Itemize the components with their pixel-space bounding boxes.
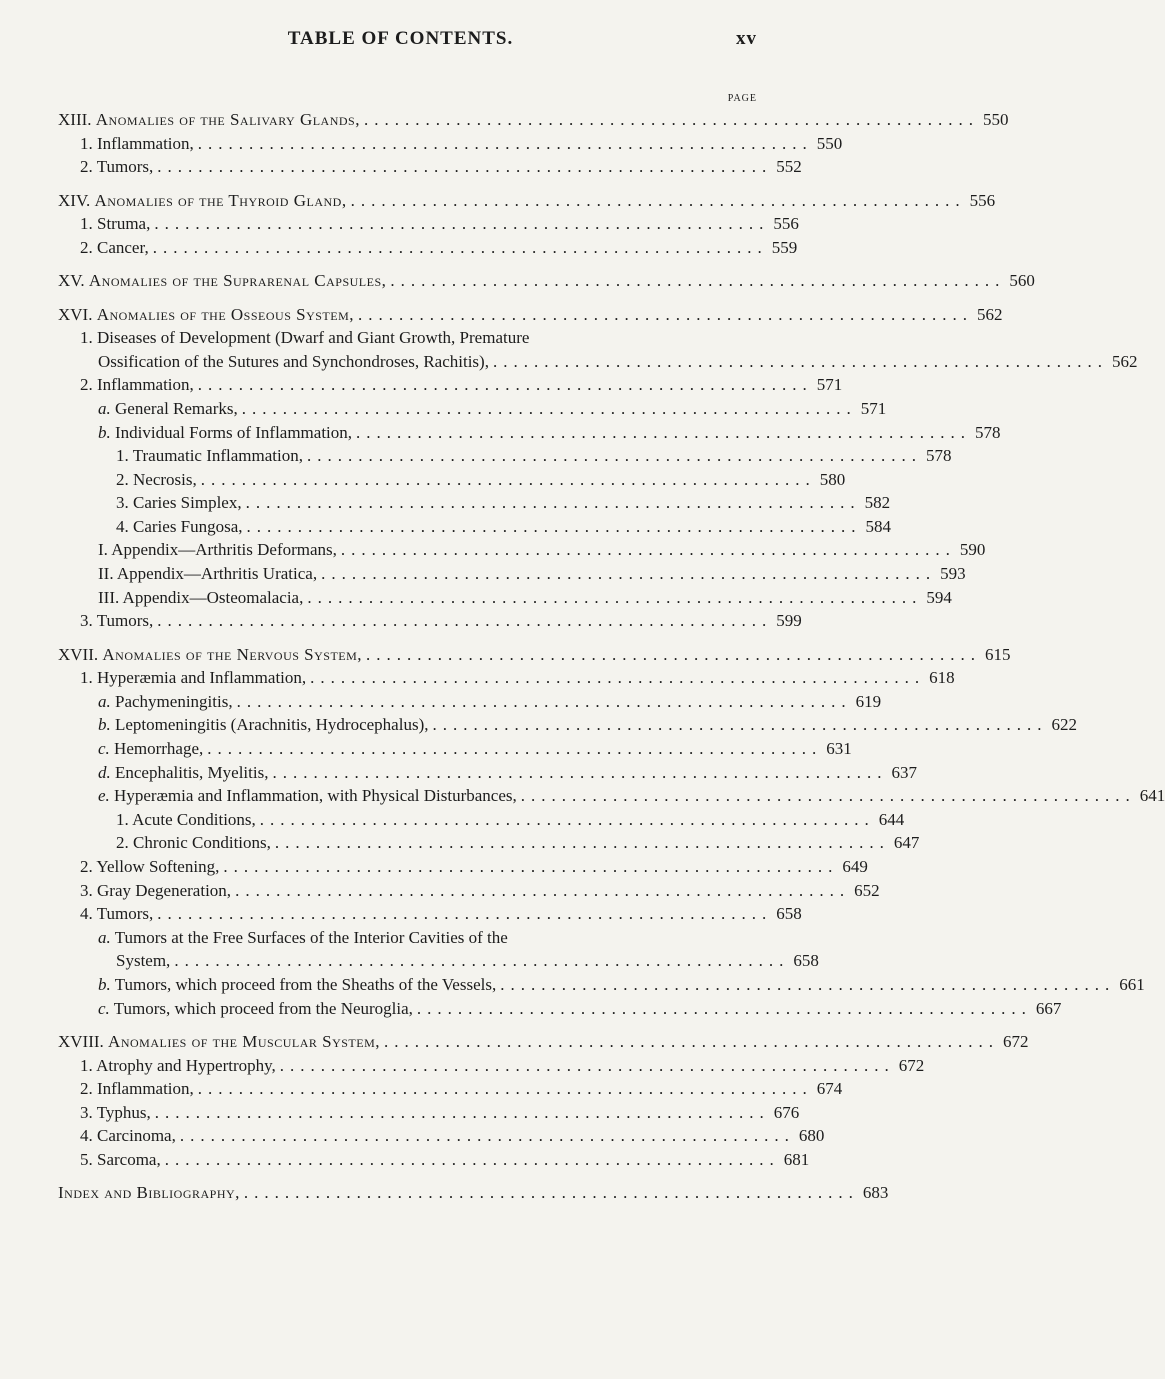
dot-leader: ............................................................ [520,786,1136,806]
toc-page-number: 661 [1119,974,1145,994]
dot-leader: ............................................................ [307,446,922,466]
toc-entry-title [116,468,197,492]
page-column-label: PAGE [727,93,757,104]
dot-leader: ............................................................ [432,715,1048,735]
toc-entry-title [58,108,360,132]
dot-leader: ............................................................ [384,1031,999,1051]
toc-entry-label: Diseases of Development (Dwarf and Giant Growth, Premature [97,328,530,348]
toc-page-number: 594 [926,587,952,607]
toc-page-number: 560 [1009,271,1035,291]
toc-entry-label: Acute Conditions, [132,809,256,829]
dot-leader: ............................................................ [174,951,790,971]
running-head [0,28,801,52]
toc-page-number: 559 [771,237,798,257]
toc-entry [58,373,843,397]
dot-leader: ............................................................ [279,1055,895,1075]
toc-page-number: 615 [985,644,1011,664]
toc-section [58,269,1035,293]
toc-entry [58,666,955,690]
dot-leader: ............................................................ [197,133,813,153]
toc-entry-label: Appendix—Osteomalacia, [122,587,304,607]
toc-page-number: 667 [1035,998,1062,1018]
toc-entry-title [98,784,517,808]
toc-entry-number: c. [98,739,110,759]
toc-page-number: 637 [891,762,917,782]
dot-leader: ............................................................ [358,304,973,324]
toc-entry-label: Encephalitis, Myelitis, [115,762,269,782]
toc-entry-title [116,808,256,832]
toc-entry-label: Anomalies of the Suprarenal Capsules, [88,271,387,291]
toc-page-number: 676 [773,1102,800,1122]
toc-entry-title [58,269,386,293]
dot-leader: ............................................................ [157,904,773,924]
toc-entry-label: Hemorrhage, [114,739,204,759]
toc-entry-number: 1. [80,668,93,688]
toc-entry-title [98,421,352,445]
toc-section [58,303,1003,327]
toc-page-number: 593 [940,564,966,584]
page-number: xv [736,28,757,49]
dot-leader: ............................................................ [492,351,1108,371]
toc-entry [58,926,743,950]
toc-entry [58,586,952,610]
toc-entry [58,1124,825,1148]
toc-entry [58,997,1062,1021]
toc-entry-title [80,1054,276,1078]
toc-entry-number: 2. [80,375,93,395]
toc-entry-number: 2. [116,833,129,853]
toc-entry-title [98,949,170,973]
dot-leader: ............................................................ [366,644,982,664]
dot-leader: ............................................................ [241,398,857,418]
dot-leader: ............................................................ [272,762,888,782]
dot-leader: ............................................................ [310,668,926,688]
dot-leader: ............................................................ [179,1126,795,1146]
dot-leader: ............................................................ [307,587,923,607]
toc-entry-title [98,538,337,562]
toc-entry [58,855,868,879]
dot-leader: ............................................................ [321,564,937,584]
toc-entry-label: Atrophy and Hypertrophy, [96,1055,276,1075]
toc-entry-title [98,397,238,421]
toc-entry-label: Tumors, which proceed from the Sheaths of the Vessels, [114,974,497,994]
toc-entry-label: Sarcoma, [97,1149,161,1169]
toc-page-number: 683 [862,1183,889,1203]
dot-leader: ............................................................ [152,237,768,257]
dot-leader: ............................................................ [274,833,890,853]
toc-entry [58,468,846,492]
toc-entry-title [80,902,153,926]
toc-entry-label: Tumors, [96,611,154,631]
toc-entry-number: 1. [80,133,93,153]
toc-page-number: 680 [798,1126,825,1146]
toc-entry [58,879,880,903]
toc-entry-title [80,1101,151,1125]
toc-entry-title [58,303,354,327]
toc-page-number: 578 [975,422,1001,442]
dot-leader: ............................................................ [500,974,1116,994]
toc-entry [58,236,798,260]
toc-page-number: 571 [860,398,887,418]
dot-leader: ............................................................ [356,422,972,442]
dot-leader: ............................................................ [164,1149,780,1169]
toc-entry-label: Anomalies of the Osseous System, [96,304,354,324]
toc-page-number: 641 [1139,786,1165,806]
toc-entry-label: Chronic Conditions, [133,833,271,853]
toc-entry-number: 4. [116,516,129,536]
toc-entry-number: 2. [80,237,93,257]
toc-entry-number: e. [98,786,110,806]
toc-entry [58,444,952,468]
dot-leader: ............................................................ [246,516,862,536]
toc-page-number: 647 [893,833,920,853]
dot-leader: ............................................................ [223,857,839,876]
toc-entry-label: Tumors, [96,904,154,924]
toc-entry [58,690,882,714]
toc-entry-title [98,973,496,997]
toc-page-number: 674 [816,1079,843,1099]
toc-entry [58,713,1077,737]
toc-entry-title [80,1077,194,1101]
toc-entry-label: Traumatic Inflammation, [132,446,303,466]
toc-entry-number: 1. [80,328,93,348]
toc-page-number: 631 [826,739,852,759]
toc-page-number: 552 [776,157,802,177]
toc-entry [58,761,917,785]
toc-entry-number: XIV. [58,190,91,210]
toc-section [58,108,1009,132]
toc-page-number: 562 [1111,351,1138,371]
toc-page-number: 571 [816,375,843,395]
toc-entry-label: Tumors, which proceed from the Neuroglia, [113,998,413,1018]
dot-leader: ............................................................ [200,469,816,489]
dot-leader: ............................................................ [235,880,851,900]
toc-entry-number: 2. [80,1079,93,1099]
toc-page-number: 556 [773,214,799,234]
toc-entry-label: Yellow Softening, [96,857,220,876]
toc-entry-label: Pachymeningitis, [115,691,233,711]
toc-page-number: 578 [926,446,952,466]
toc-page-number: 672 [898,1055,925,1075]
toc-entry-title [58,1181,240,1205]
dot-leader: ............................................................ [207,739,823,759]
toc-entry-title [80,350,489,374]
toc-entry-label: Typhus, [96,1102,151,1122]
toc-page-number: 562 [977,304,1003,324]
toc-entry [58,784,1165,808]
toc-page-number: 649 [842,857,868,876]
toc-entry [58,421,1001,445]
toc-section [58,189,996,213]
dot-leader: ............................................................ [157,611,773,631]
toc-entry-title [98,997,413,1021]
toc-entry-number: 2. [80,857,93,876]
toc-entry-number: 4. [80,904,93,924]
page-title: TABLE OF CONTENTS. [287,28,514,49]
toc-entry [58,1101,800,1125]
toc-entry [58,902,802,926]
toc-entry-label: Caries Fungosa, [133,516,243,536]
toc-entry-number: 3. [116,493,129,513]
toc-entry-title [80,879,231,903]
toc-entry-number: 2. [80,157,93,177]
dot-leader: ............................................................ [243,1183,859,1203]
toc-entry [58,831,920,855]
toc-entry-title [98,690,233,714]
toc-entry-number: 1. [116,809,129,829]
toc-entry-title [98,737,203,761]
toc-page-number: 672 [1003,1031,1029,1051]
toc-entry-number: b. [98,974,111,994]
toc-entry-number: II. [98,564,114,584]
toc-entry-number: 3. [80,611,93,631]
dot-leader: ............................................................ [154,1102,770,1122]
toc-entry-title [80,1124,176,1148]
toc-entry-label: Inflammation, [97,1079,194,1099]
toc-entry-label: Gray Degeneration, [97,880,232,900]
toc-section [58,643,1011,667]
toc-entry-title [80,236,149,260]
dot-leader: ............................................................ [416,998,1032,1018]
table-of-contents [58,108,1165,1205]
toc-page-number: 618 [929,668,955,688]
toc-page-number: 622 [1051,715,1077,735]
toc-entry-label: Anomalies of the Salivary Glands, [95,110,360,129]
toc-section [58,1030,1029,1054]
toc-entry-number: XVI. [58,304,93,324]
toc-entry-number: I. [98,540,108,560]
toc-entry-title [58,189,347,213]
toc-entry [58,350,1138,374]
toc-entry [58,949,819,973]
dot-leader: ............................................................ [157,157,773,177]
toc-entry-title [80,132,194,156]
toc-entry [58,212,799,236]
toc-entry-title [80,855,219,879]
dot-leader: ............................................................ [154,214,770,234]
toc-entry-label: Index and Bibliography, [58,1183,240,1203]
toc-entry-title [116,491,242,515]
toc-section [58,1181,889,1205]
toc-entry [58,973,1145,997]
toc-entry [58,538,986,562]
toc-entry-label: Carcinoma, [97,1126,176,1146]
toc-entry-title [58,1030,380,1054]
toc-entry-label: Leptomeningitis (Arachnitis, Hydrocephalus), [115,715,429,735]
toc-entry-label: Necrosis, [133,469,197,489]
toc-entry-number: XVIII. [58,1031,104,1051]
dot-leader: ............................................................ [259,809,875,829]
toc-entry-title [116,515,243,539]
toc-entry-number: d. [98,762,111,782]
toc-page-number: 550 [982,110,1009,129]
toc-entry-title [116,831,271,855]
toc-entry-number: c. [98,998,110,1018]
toc-entry-label: Hyperæmia and Inflammation, [97,668,307,688]
toc-entry-number: 4. [80,1126,93,1146]
toc-entry-number: XIII. [58,110,92,129]
toc-entry-title [98,761,268,785]
toc-entry-number: a. [98,691,111,711]
dot-leader: ............................................................ [363,110,979,129]
toc-page-number: 619 [855,691,882,711]
toc-page-number: 580 [819,469,846,489]
dot-leader: ............................................................ [245,493,861,513]
toc-entry-number: b. [98,715,111,735]
toc-entry-label: Anomalies of the Thyroid Gland, [94,190,347,210]
dot-leader: ............................................................ [197,1079,813,1099]
toc-page-number: 550 [816,133,843,153]
toc-entry [58,491,891,515]
dot-leader: ............................................................ [236,691,852,711]
toc-entry-title [80,373,194,397]
toc-entry [58,326,743,350]
dot-leader: ............................................................ [197,375,813,395]
toc-entry-label: Tumors, [96,157,154,177]
toc-entry [58,1054,925,1078]
toc-entry [58,132,843,156]
toc-entry-number: 3. [80,1102,93,1122]
toc-entry [58,808,905,832]
toc-entry-label: General Remarks, [115,398,238,418]
toc-entry-number: III. [98,587,120,607]
toc-entry-label: Inflammation, [97,133,194,153]
toc-entry-label: Appendix—Arthritis Uratica, [116,564,318,584]
toc-entry-label: Anomalies of the Muscular System, [108,1031,380,1051]
dot-leader: ............................................................ [340,540,956,560]
toc-entry [58,155,802,179]
toc-page-number: 644 [878,809,905,829]
toc-entry-title [80,1148,161,1172]
toc-entry [58,562,966,586]
toc-page-number: 658 [793,951,819,971]
toc-entry-number: 1. [80,1055,93,1075]
toc-entry-label: Hyperæmia and Inflammation, with Physical Disturbances, [114,786,517,806]
toc-entry-label: Appendix—Arthritis Deformans, [111,540,337,560]
toc-entry [58,609,802,633]
dot-leader: ............................................................ [390,271,1006,291]
toc-entry-title [80,326,529,350]
toc-entry-label: Caries Simplex, [133,493,242,513]
toc-entry-label: Ossification of the Sutures and Synchondroses, Rachitis), [98,351,489,371]
toc-entry-label: System, [116,951,171,971]
toc-entry [58,1077,843,1101]
toc-entry-title [80,609,153,633]
toc-entry [58,737,852,761]
toc-entry-label: Inflammation, [97,375,194,395]
toc-page-number: 658 [776,904,802,924]
toc-entry [58,515,892,539]
toc-entry-number: XVII. [58,644,99,664]
toc-page-number: 681 [783,1149,810,1169]
toc-entry-title [80,155,153,179]
toc-page-number: 590 [959,540,986,560]
dot-leader: ............................................................ [350,190,966,210]
toc-entry-label: Cancer, [97,237,149,257]
toc-entry-number: a. [98,927,111,947]
toc-entry-title [98,586,303,610]
toc-page-number: 584 [865,516,892,536]
toc-entry-number: XV. [58,271,85,291]
toc-entry-number: 1. [80,214,93,234]
toc-entry-title [80,212,150,236]
toc-entry-title [98,926,508,950]
toc-entry-title [116,444,303,468]
toc-entry-number: 2. [116,469,129,489]
toc-entry-title [80,666,306,690]
toc-entry-label: Anomalies of the Nervous System, [102,644,363,664]
toc-page-number: 556 [969,190,996,210]
toc-entry-number: 1. [116,446,129,466]
toc-entry-title [58,643,362,667]
toc-entry-number: 5. [80,1149,93,1169]
toc-entry-label: Struma, [97,214,151,234]
toc-entry [58,1148,810,1172]
toc-page-number: 582 [864,493,891,513]
toc-entry [58,397,887,421]
toc-entry-label: Tumors at the Free Surfaces of the Interior Cavities of the [114,927,508,947]
toc-entry-label: Individual Forms of Inflammation, [115,422,353,442]
toc-page-number: 652 [854,880,880,900]
toc-page-number: 599 [776,611,802,631]
toc-entry-number: a. [98,398,111,418]
toc-entry-title [98,562,317,586]
toc-entry-number: b. [98,422,111,442]
toc-entry-title [98,713,428,737]
toc-entry-number: 3. [80,880,93,900]
